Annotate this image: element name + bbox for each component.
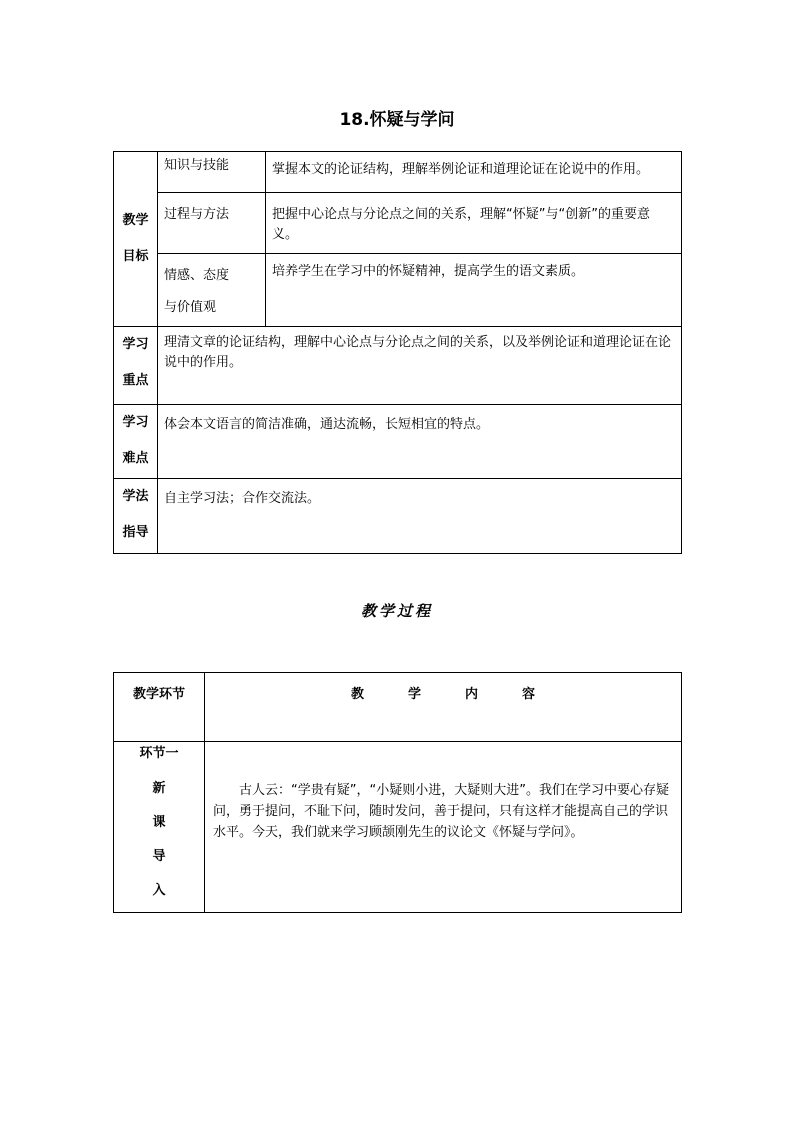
step-label-cell: [114, 742, 205, 913]
label-line: 学法: [122, 489, 149, 504]
label-line: 难点: [122, 451, 149, 466]
difficulties-content: 体会本文语言的简洁准确，通达流畅，长短相宜的特点。: [158, 405, 682, 479]
goal-content-cell: 培养学生在学习中的怀疑精神，提高学生的语文素质。: [266, 254, 682, 327]
process-step-row: [114, 742, 682, 913]
category-label-line: 教学: [122, 213, 149, 228]
page-title: 18.怀疑与学问: [339, 110, 455, 130]
label-line: 学习: [122, 415, 149, 430]
section-title: 教学过程: [360, 602, 433, 620]
process-header-row: [114, 673, 682, 742]
header-char: 学: [407, 687, 421, 702]
step-label-line: 入: [152, 883, 166, 898]
step-label-line: 课: [152, 815, 166, 830]
goal-sub-cell: 知识与技能: [158, 152, 266, 193]
header-char: 教: [350, 687, 364, 702]
step-label-line: 环节一: [139, 746, 179, 761]
method-content: 自主学习法；合作交流法。: [158, 479, 682, 554]
goal-row: [114, 254, 682, 327]
goal-sub-cell: [158, 254, 266, 327]
goal-row: [114, 193, 682, 254]
method-row: [114, 479, 682, 554]
step-label-line: 新: [152, 781, 166, 796]
goal-content-cell: 把握中心论点与分论点之间的关系，理解“怀疑”与“创新”的重要意义。: [266, 193, 682, 254]
key-points-row: [114, 327, 682, 405]
header-left-cell: 教学环节: [114, 673, 205, 742]
goal-content-cell: 掌握本文的论证结构，理解举例论证和道理论证在论说中的作用。: [266, 152, 682, 193]
label-line: 学习: [122, 337, 149, 352]
goal-sub-line: 与价值观: [164, 300, 217, 315]
label-line: 重点: [122, 373, 149, 388]
difficulties-label: [114, 405, 158, 479]
method-label: [114, 479, 158, 554]
goal-sub-line: 情感、态度: [164, 268, 230, 283]
category-label-line: 目标: [122, 249, 149, 264]
teaching-process-table: [113, 672, 682, 913]
label-line: 指导: [122, 525, 149, 540]
difficulties-row: [114, 405, 682, 479]
teaching-goals-table: [113, 151, 682, 554]
step-label-line: 导: [152, 849, 166, 864]
header-right-cell: [205, 673, 682, 742]
goal-sub-cell: 过程与方法: [158, 193, 266, 254]
goals-category-cell: [114, 152, 158, 327]
header-char: 内: [465, 687, 479, 702]
step-content-cell: 古人云：“学贵有疑”，“小疑则小进，大疑则大进”。我们在学习中要心存疑问，勇于提问，不耻下问，随时发问，善于提问，只有这样才能提高自己的学识水平。今天，我们就来学习顾颉刚先生的议论文《怀疑与学问》。: [205, 742, 682, 913]
key-points-label: [114, 327, 158, 405]
header-char: 容: [522, 687, 536, 702]
goal-row: [114, 152, 682, 193]
key-points-content: 理清文章的论证结构，理解中心论点与分论点之间的关系，以及举例论证和道理论证在论说中的作用。: [158, 327, 682, 405]
